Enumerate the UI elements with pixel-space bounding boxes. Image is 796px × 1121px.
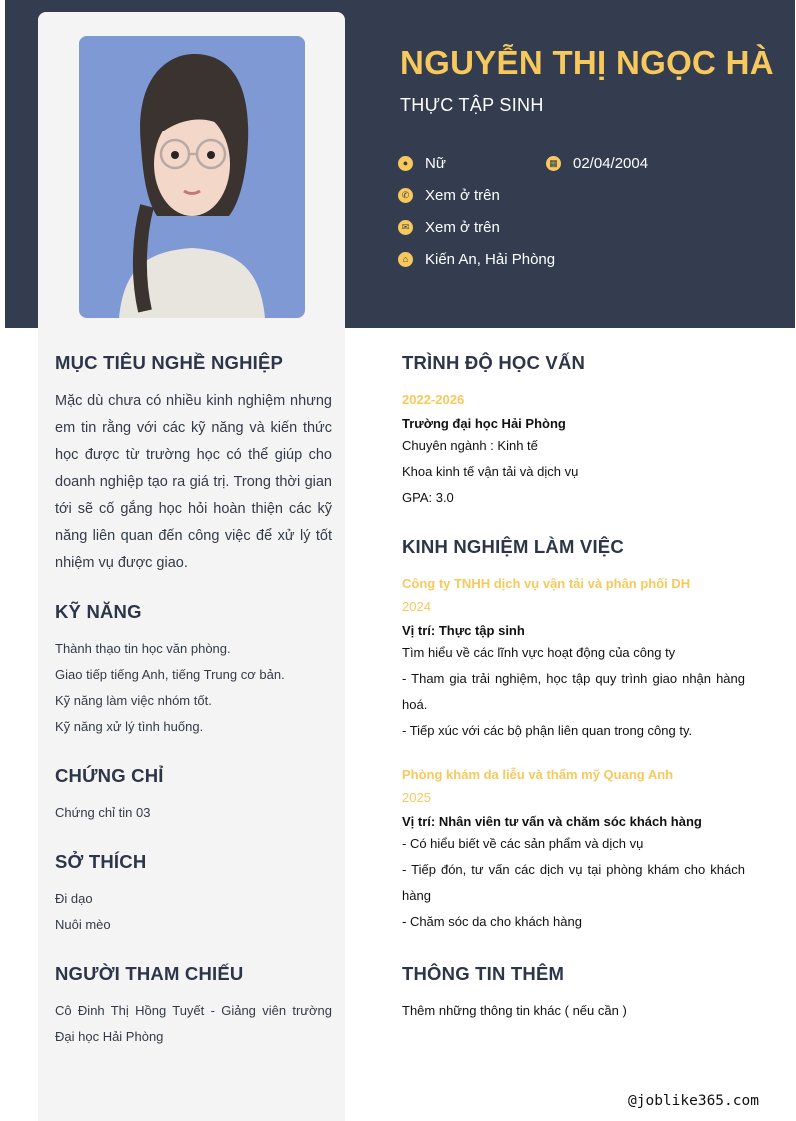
job-detail: - Tiếp xúc với các bộ phận liên quan trong công ty. — [402, 723, 693, 738]
skill-item: Giao tiếp tiếng Anh, tiếng Trung cơ bản. — [55, 667, 285, 682]
job-detail: - Tiếp đón, tư vấn các dịch vụ tại phòng khám cho khách hàng — [402, 862, 745, 903]
footer-watermark: @joblike365.com — [628, 1093, 759, 1109]
certs-list — [55, 800, 332, 826]
email-value: Xem ở trên — [425, 219, 500, 236]
skill-item: Kỹ năng xử lý tình huống. — [55, 719, 204, 734]
profile-photo — [79, 36, 305, 318]
info-phone — [398, 187, 500, 204]
refs-text: Cô Đinh Thị Hồng Tuyết - Giảng viên trường Đại học Hải Phòng — [55, 1003, 332, 1044]
experience-title: KINH NGHIỆM LÀM VIỆC — [402, 536, 624, 557]
address-value: Kiến An, Hải Phòng — [425, 251, 556, 268]
user-icon: ● — [398, 156, 413, 171]
education-block — [402, 391, 745, 511]
job-detail: - Có hiểu biết về các sản phẩm và dịch vụ — [402, 836, 644, 851]
hobby-item: Nuôi mèo — [55, 917, 111, 932]
candidate-role: THỰC TẬP SINH — [400, 95, 544, 115]
hobbies-title: SỞ THÍCH — [55, 851, 147, 872]
job-position: Vị trí: Nhân viên tư vấn và chăm sóc khách hàng — [402, 814, 702, 829]
job-detail: - Tham gia trải nghiệm, học tập quy trình giao nhận hàng hoá. — [402, 671, 745, 712]
refs-title: NGƯỜI THAM CHIẾU — [55, 963, 244, 984]
home-icon: ⌂ — [398, 252, 413, 267]
gender-value: Nữ — [425, 155, 446, 172]
candidate-name: NGUYỄN THỊ NGỌC HÀ — [400, 44, 774, 81]
skills-list — [55, 636, 332, 740]
skills-title: KỸ NĂNG — [55, 601, 142, 622]
phone-icon: ✆ — [398, 188, 413, 203]
job-detail: - Chăm sóc da cho khách hàng — [402, 914, 582, 929]
hobbies-list — [55, 886, 332, 938]
info-gender — [398, 155, 446, 172]
info-birthdate — [546, 155, 648, 172]
education-faculty: Khoa kinh tế vận tải và dịch vụ — [402, 464, 579, 479]
info-address — [398, 251, 555, 268]
info-email — [398, 219, 500, 236]
objective-title: MỤC TIÊU NGHỀ NGHIỆP — [55, 352, 284, 373]
phone-value: Xem ở trên — [425, 187, 500, 204]
job-year: 2025 — [402, 790, 431, 805]
birthdate-value: 02/04/2004 — [573, 155, 649, 172]
mail-icon: ✉ — [398, 220, 413, 235]
cert-item: Chứng chỉ tin 03 — [55, 805, 151, 820]
hobby-item: Đi dạo — [55, 891, 93, 906]
extra-title: THÔNG TIN THÊM — [402, 963, 565, 984]
job-company: Phòng khám da liễu và thẩm mỹ Quang Anh — [402, 767, 674, 782]
education-major: Chuyên ngành : Kinh tế — [402, 438, 538, 453]
job-year: 2024 — [402, 599, 431, 614]
education-school: Trường đại học Hải Phòng — [402, 416, 566, 431]
job-company: Công ty TNHH dịch vụ vận tải và phân phối DH — [402, 576, 691, 591]
job-entry — [402, 575, 745, 744]
job-detail: Tìm hiểu về các lĩnh vực hoạt động của công ty — [402, 645, 676, 660]
extra-text: Thêm những thông tin khác ( nếu cần ) — [402, 1003, 627, 1018]
job-entry — [402, 766, 745, 935]
skill-item: Thành thạo tin học văn phòng. — [55, 641, 231, 656]
education-title: TRÌNH ĐỘ HỌC VẤN — [402, 352, 586, 373]
calendar-icon: ▦ — [546, 156, 561, 171]
skill-item: Kỹ năng làm việc nhóm tốt. — [55, 693, 212, 708]
education-gpa: GPA: 3.0 — [402, 490, 454, 505]
education-years: 2022-2026 — [402, 392, 465, 407]
certs-title: CHỨNG CHỈ — [55, 765, 164, 786]
job-position: Vị trí: Thực tập sinh — [402, 623, 525, 638]
objective-text: Mặc dù chưa có nhiều kinh nghiệm nhưng em tin rằng với các kỹ năng và kiến thức học được từ trường học có thể giúp cho doanh nghiệp tạo ra giá trị. Trong thời gian tới sẽ cố gắng học hỏi hoàn thiện các kỹ năng liên quan đến công việc để xử lý tốt nhiệm vụ được giao. — [55, 393, 332, 571]
